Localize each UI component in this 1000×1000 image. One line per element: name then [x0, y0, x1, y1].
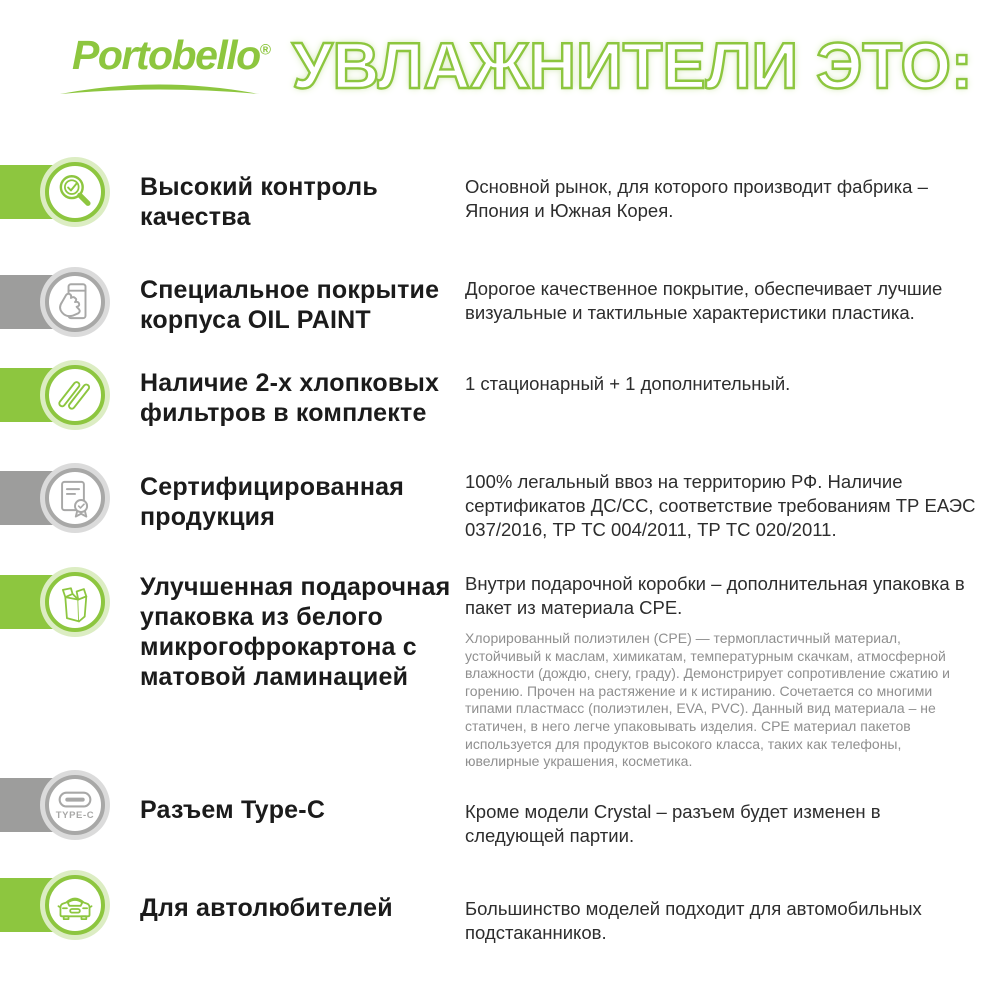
logo-swoosh [57, 82, 262, 96]
gift-box-icon [54, 581, 96, 623]
feature-heading: Улучшенная подарочная упаковка из белого микрогофрокартона с матовой ламинацией [140, 573, 451, 691]
feature-heading: Специальное покрытие корпуса OIL PAINT [140, 276, 440, 334]
certificate-icon [54, 477, 96, 519]
feature-icon-circle [45, 468, 105, 528]
feature-description: Большинство моделей подходит для автомобильных подстаканников. [465, 898, 922, 943]
registered-mark: ® [259, 41, 271, 59]
feature-heading: Для автолюбителей [140, 894, 393, 922]
cotton-filters-icon [54, 374, 96, 416]
feature-description: 100% легальный ввоз на территорию РФ. Наличие сертификатов ДС/СС, соответствие требованиям ТР ЕАЭС 037/2016, ТР ТС 004/2011, ТР ТС 020/2011. [465, 471, 976, 540]
feature-description: Дорогое качественное покрытие, обеспечивает лучшие визуальные и тактильные характеристики пластика. [465, 278, 943, 323]
type-c-icon-label: TYPE-C [55, 810, 95, 821]
feature-heading: Разъем Type-C [140, 796, 326, 824]
feature-description: Кроме модели Crystal – разъем будет изменен в следующей партии. [465, 801, 881, 846]
feature-icon-circle [45, 365, 105, 425]
logo-text: Portobello® [72, 32, 271, 78]
magnifier-check-icon [54, 171, 96, 213]
portobello-logo [72, 32, 272, 79]
feature-icon-circle [45, 272, 105, 332]
hand-coating-icon [54, 281, 96, 323]
type-c-icon [54, 789, 96, 811]
feature-heading: Наличие 2-х хлопковых фильтров в комплекте [140, 369, 440, 427]
feature-icon-circle [45, 775, 105, 835]
feature-heading: Высокий контроль качества [140, 173, 378, 231]
feature-description: Внутри подарочной коробки – дополнительная упаковка в пакет из материала СРЕ. [465, 573, 965, 618]
car-icon [54, 884, 96, 926]
feature-icon-circle [45, 162, 105, 222]
feature-icon-circle [45, 875, 105, 935]
feature-description: Основной рынок, для которого производит фабрика – Япония и Южная Корея. [465, 176, 928, 221]
feature-note-cpe: Хлорированный полиэтилен (СРЕ) — термопластичный материал, устойчивый к маслам, химикатам, температурным скачкам, атмосферной влажности (дождю, снегу, граду). Демонстрирует сопротивление сжатию и горению. Прочен на растяжение и к истиранию. Сочетается со многими типами пластмасс (полиэтилен, EVA, PVC). Данный вид материала – не статичен, в него легче упаковывать изделия. СРЕ материал пакетов используется для продуктов высокого класса, таких как телефоны, ювелирные украшения, косметика. [465, 630, 950, 770]
feature-description: 1 стационарный + 1 дополнительный. [465, 373, 791, 394]
feature-icon-circle [45, 572, 105, 632]
page-title: УВЛАЖНИТЕЛИ ЭТО: [292, 29, 973, 102]
feature-heading: Сертифицированная продукция [140, 473, 405, 531]
